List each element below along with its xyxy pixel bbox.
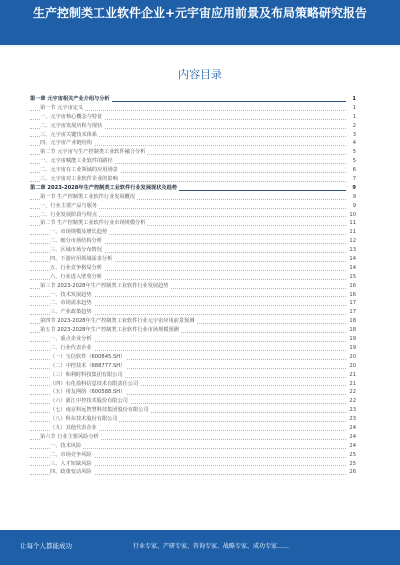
toc-entry-title: 二、市场竞争风险 [50, 451, 92, 458]
toc-entry-title: 五、行业竞争格局分析 [50, 264, 102, 271]
toc-entry[interactable] [30, 131, 356, 140]
toc-entry-title: 六、行业进入壁垒分析 [50, 273, 102, 280]
toc-entry-page: 20 [349, 353, 356, 360]
toc-entry-page: 25 [349, 460, 356, 467]
toc-entry[interactable] [30, 264, 356, 273]
toc-entry[interactable] [30, 175, 356, 184]
footer-tagline: 行业专家、产研专家、咨询专家、战略专家、成功专家…… [133, 543, 290, 550]
toc-entry-title: 第二节 元宇宙与生产控制类工业软件融合分析 [40, 149, 146, 156]
toc-entry-page: 1 [352, 96, 356, 102]
toc-entry-title: 三、人才短缺风险 [50, 460, 92, 467]
toc-entry[interactable] [30, 122, 356, 131]
toc-entry-page: 24 [349, 433, 356, 440]
toc-entry[interactable] [30, 211, 356, 220]
toc-entry[interactable] [30, 202, 356, 211]
toc-entry-title: 第一章 元宇宙相关产业介绍与分析 [30, 96, 110, 102]
toc-entry-title: 四、元宇宙产业链结构 [40, 140, 92, 147]
toc-entry-page: 5 [352, 149, 356, 156]
toc-entry-title: 二、元宇宙在工业领域的应用场景 [40, 167, 118, 174]
toc-entry[interactable] [30, 166, 356, 175]
toc-entry-title: 二、行业发展阶段与特点 [40, 211, 98, 218]
toc-entry[interactable] [30, 157, 356, 166]
toc-entry[interactable] [30, 326, 356, 335]
toc-entry[interactable] [30, 104, 356, 113]
toc-entry-title: 一、市场规模及增长趋势 [50, 229, 108, 236]
toc-entry-page: 11 [349, 229, 356, 236]
toc-entry-page: 14 [349, 264, 356, 271]
toc-entry[interactable] [30, 380, 356, 389]
toc-entry[interactable] [30, 308, 356, 317]
toc-entry-title: 第一节 元宇宙定义 [40, 104, 84, 111]
header-banner [0, 0, 400, 47]
toc-entry-title: （六）浙江中控技术股份有限公司 [50, 398, 128, 405]
toc-entry-page: 17 [349, 300, 356, 307]
footer-banner [0, 530, 400, 565]
toc-heading: 内容目录 [178, 68, 222, 81]
toc-entry-title: 一、元宇宙赋能工业软件的路径 [40, 158, 113, 165]
toc-entry[interactable] [30, 468, 356, 477]
toc-entry[interactable] [30, 113, 356, 122]
toc-entry-title: 三、产业政策趋势 [50, 309, 92, 316]
toc-entry[interactable] [30, 406, 356, 415]
toc-entry[interactable] [30, 282, 356, 291]
table-of-contents [30, 95, 356, 477]
toc-entry[interactable] [30, 193, 356, 202]
toc-entry-page: 13 [349, 247, 356, 254]
toc-entry-page: 1 [352, 113, 356, 120]
toc-entry-title: 第二节 生产控制类工业软件行业市场规模分析 [40, 220, 146, 227]
toc-entry-title: 二、元宇宙发展历程与现状 [40, 122, 103, 129]
toc-entry-title: （三）和利时科技集团有限公司 [50, 371, 123, 378]
toc-entry[interactable] [30, 451, 356, 460]
toc-entry-title: （九）其他代表企业 [50, 424, 97, 431]
toc-entry[interactable] [30, 442, 356, 451]
toc-entry-page: 26 [349, 469, 356, 476]
toc-entry-title: 第一节 生产控制类工业软件行业发展概况 [40, 193, 136, 200]
toc-entry-page: 19 [349, 344, 356, 351]
toc-entry[interactable] [30, 415, 356, 424]
toc-entry-title: 三、元宇宙对工业软件企业的影响 [40, 176, 118, 183]
toc-entry-page: 10 [349, 211, 356, 218]
toc-entry-page: 14 [349, 256, 356, 263]
toc-entry[interactable] [30, 388, 356, 397]
toc-entry[interactable] [30, 371, 356, 380]
toc-entry-page: 4 [352, 140, 356, 147]
toc-entry-page: 24 [349, 424, 356, 431]
toc-entry-title: 三、区域市场分布情况 [50, 247, 102, 254]
toc-entry[interactable] [30, 460, 356, 469]
toc-entry-page: 22 [349, 389, 356, 396]
toc-entry-title: 四、下游应用领域需求分析 [50, 256, 113, 263]
toc-entry[interactable] [30, 344, 356, 353]
toc-entry[interactable] [30, 433, 356, 442]
toc-entry[interactable] [30, 397, 356, 406]
toc-entry-title: （八）科东技术股份有限公司 [50, 416, 118, 423]
toc-entry[interactable] [30, 424, 356, 433]
toc-entry-page: 3 [352, 131, 356, 138]
toc-entry[interactable] [30, 228, 356, 237]
toc-entry-title: （五）用友网络（600588.SH） [50, 389, 126, 396]
toc-entry[interactable] [30, 273, 356, 282]
toc-entry-title: 一、技术发展趋势 [50, 291, 92, 298]
toc-entry[interactable] [30, 291, 356, 300]
toc-entry-title: 三、元宇宙关键技术体系 [40, 131, 98, 138]
toc-entry[interactable] [30, 219, 356, 228]
toc-entry-title: 第六节 行业主要风险分析 [40, 433, 99, 440]
toc-entry[interactable] [30, 237, 356, 246]
toc-entry-page: 15 [349, 273, 356, 280]
toc-entry-page: 25 [349, 451, 356, 458]
toc-entry[interactable] [30, 246, 356, 255]
toc-entry-page: 24 [349, 442, 356, 449]
toc-entry-title: 二、市场需求趋势 [50, 300, 92, 307]
toc-entry-title: 一、重点企业分析 [50, 336, 92, 343]
toc-entry-title: （一）宝信软件（600845.SH） [50, 353, 126, 360]
toc-entry-page: 18 [349, 318, 356, 325]
toc-entry-title: 一、行业主要产品与服务 [40, 202, 98, 209]
toc-entry-title: 一、技术风险 [50, 442, 82, 449]
toc-entry-page: 18 [349, 327, 356, 334]
toc-entry[interactable] [30, 335, 356, 344]
toc-entry-title: 二、行业代表企业 [50, 344, 92, 351]
toc-entry[interactable] [30, 139, 356, 148]
toc-entry-page: 9 [352, 193, 356, 200]
toc-entry-page: 16 [349, 282, 356, 289]
toc-entry[interactable] [30, 255, 356, 264]
toc-entry-title: 四、政策变动风险 [50, 469, 92, 476]
toc-entry-title: 第二章 2023-2028年生产控制类工业软件行业发展现状及趋势 [30, 184, 177, 191]
toc-entry-page: 5 [352, 158, 356, 165]
toc-entry-page: 21 [349, 380, 356, 387]
toc-entry-title: 第四节 2023-2028年生产控制类工业软件行业元宇宙应用前景预测 [40, 318, 195, 325]
toc-entry[interactable] [30, 362, 356, 371]
toc-entry-page: 12 [349, 238, 356, 245]
toc-entry-title: 第三节 2023-2028年生产控制类工业软件行业发展趋势 [40, 282, 169, 289]
toc-entry-title: 第五节 2023-2028年生产控制类工业软件行业市场规模预测 [40, 327, 179, 334]
toc-entry-page: 2 [352, 122, 356, 129]
toc-entry-page: 23 [349, 407, 356, 414]
toc-entry-title: （四）石化盈科信息技术有限责任公司 [50, 380, 139, 387]
toc-entry-page: 1 [352, 104, 356, 111]
toc-entry-title: （七）南京科远智慧科技集团股份有限公司 [50, 407, 149, 414]
toc-entry[interactable] [30, 148, 356, 157]
toc-entry-title: 二、细分市场结构分析 [50, 238, 102, 245]
toc-entry-page: 16 [349, 291, 356, 298]
toc-entry-page: 19 [349, 336, 356, 343]
toc-entry[interactable] [30, 317, 356, 326]
toc-entry[interactable] [30, 353, 356, 362]
report-title: 生产控制类工业软件企业+元宇宙应用前景及布局策略研究报告 [32, 6, 368, 20]
toc-entry-page: 6 [352, 167, 356, 174]
footer-slogan: 让每个人都能成功 [20, 542, 72, 550]
toc-entry-title: 一、元宇宙核心概念与特征 [40, 113, 103, 120]
toc-entry[interactable] [30, 95, 356, 104]
toc-entry-page: 7 [352, 176, 356, 183]
toc-entry-page: 17 [349, 309, 356, 316]
toc-entry[interactable] [30, 184, 356, 193]
toc-entry-page: 9 [352, 202, 356, 209]
toc-entry-page: 20 [349, 362, 356, 369]
toc-entry-page: 22 [349, 398, 356, 405]
toc-entry-page: 9 [352, 184, 356, 191]
toc-entry-page: 11 [349, 220, 356, 227]
toc-entry[interactable] [30, 299, 356, 308]
toc-entry-page: 23 [349, 416, 356, 423]
toc-entry-title: （二）中控技术（688777.SH） [50, 362, 126, 369]
toc-entry-page: 21 [349, 371, 356, 378]
